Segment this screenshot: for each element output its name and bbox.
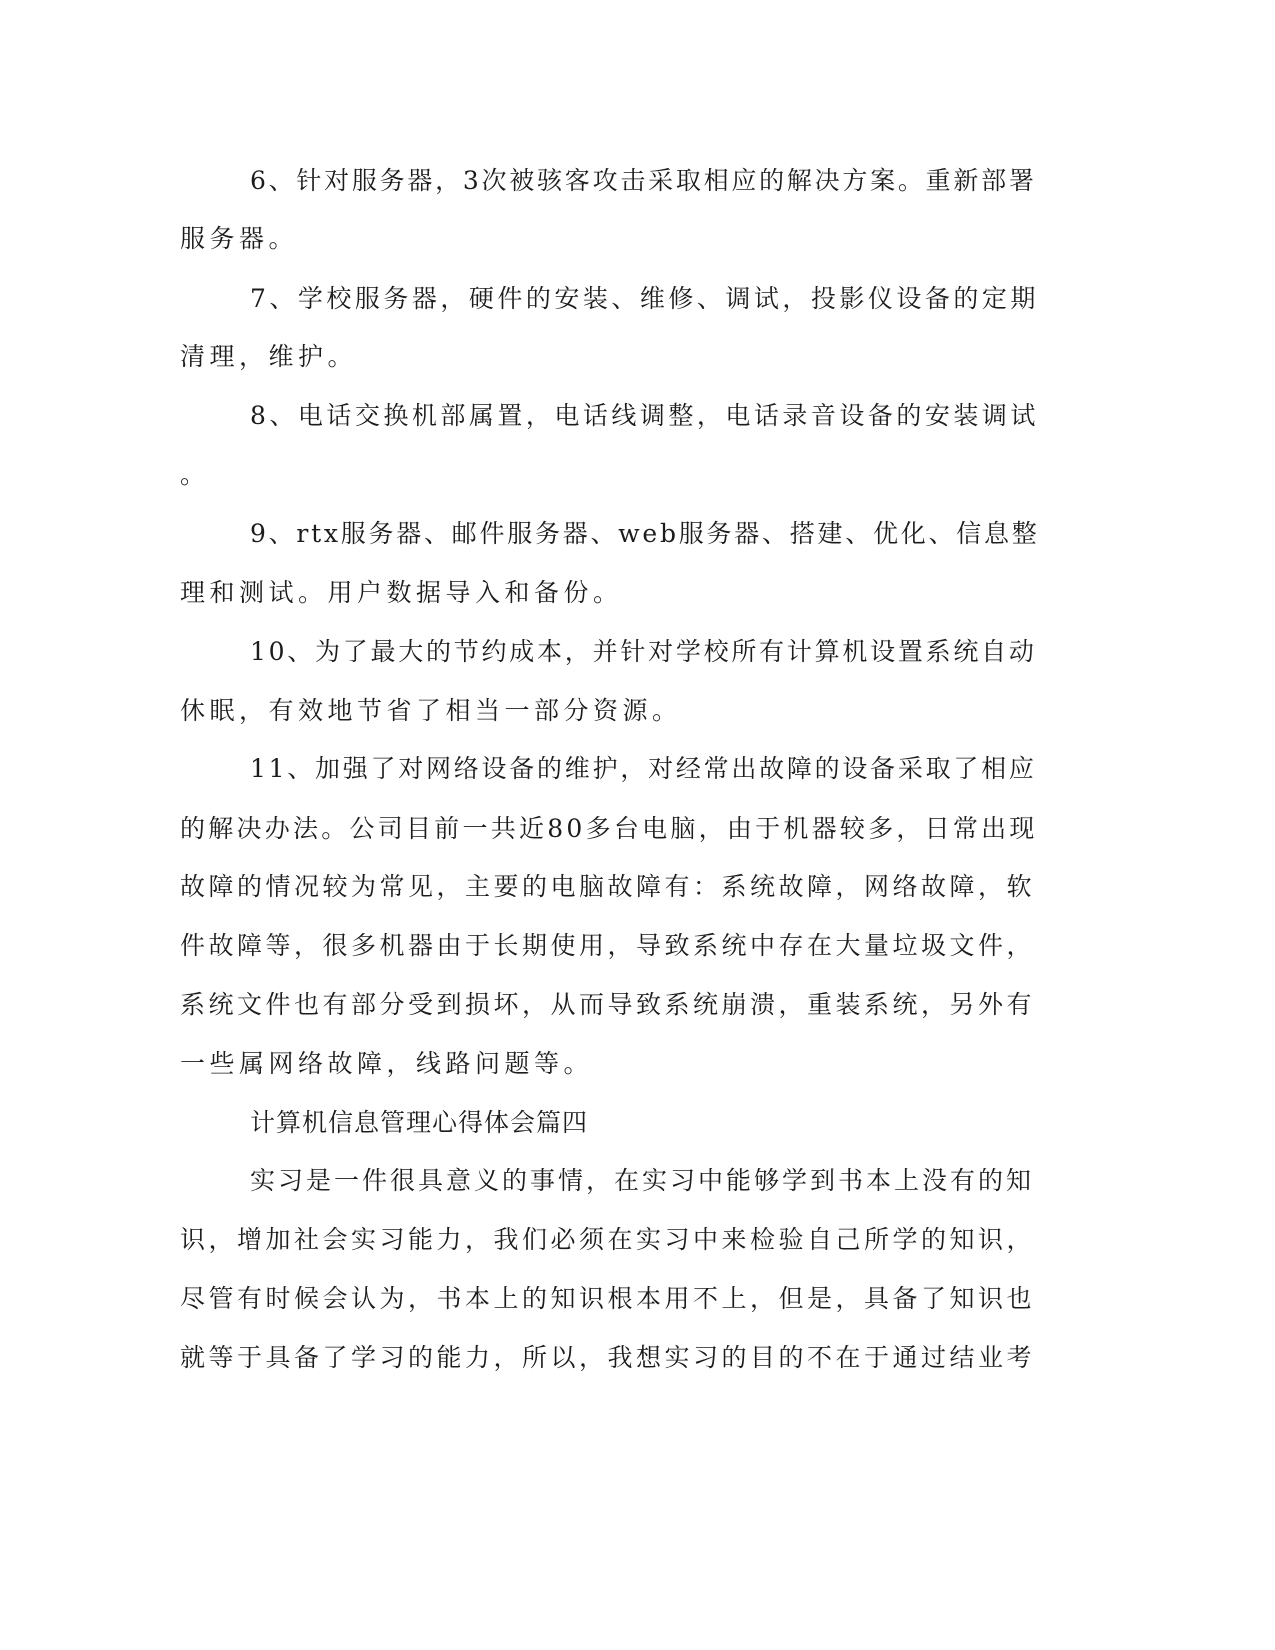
text-line: 。 [180, 460, 210, 489]
text-line: 7、学校服务器，硬件的安装、维修、调试，投影仪设备的定期 [250, 284, 1039, 313]
text-line: 6、针对服务器，3次被骇客攻击采取相应的解决方案。重新部署 [250, 166, 1037, 195]
text-line: 8、电话交换机部属置，电话线调整，电话录音设备的安装调试 [250, 401, 1039, 430]
text-line: 故障的情况较为常见，主要的电脑故障有：系统故障，网络故障，软 [180, 872, 1036, 901]
text-line: 休眠，有效地节省了相当一部分资源。 [180, 696, 682, 725]
text-line: 清理，维护。 [180, 342, 358, 371]
text-line: 尽管有时候会认为，书本上的知识根本用不上，但是，具备了知识也 [180, 1284, 1036, 1313]
text-line: 系统文件也有部分受到损坏，从而导致系统崩溃，重装系统，另外有 [180, 990, 1036, 1019]
text-line: 一些属网络故障，线路问题等。 [180, 1049, 594, 1078]
text-line: 9、rtx服务器、邮件服务器、web服务器、搭建、优化、信息整 [250, 519, 1040, 548]
text-line: 理和测试。用户数据导入和备份。 [180, 578, 623, 607]
section-heading: 计算机信息管理心得体会篇四 [250, 1108, 589, 1137]
text-line: 服务器。 [180, 224, 299, 253]
text-line: 11、加强了对网络设备的维护，对经常出故障的设备采取了相应 [250, 754, 1037, 783]
text-line: 件故障等，很多机器由于长期使用，导致系统中存在大量垃圾文件， [180, 931, 1036, 960]
text-line: 识，增加社会实习能力，我们必须在实习中来检验自己所学的知识， [180, 1225, 1036, 1254]
text-line: 的解决办法。公司目前一共近80多台电脑，由于机器较多，日常出现 [180, 814, 1038, 843]
text-line: 就等于具备了学习的能力，所以，我想实习的目的不在于通过结业考 [180, 1343, 1036, 1372]
text-line: 10、为了最大的节约成本，并针对学校所有计算机设置系统自动 [250, 637, 1037, 666]
text-line: 实习是一件很具意义的事情，在实习中能够学到书本上没有的知 [250, 1166, 1035, 1195]
